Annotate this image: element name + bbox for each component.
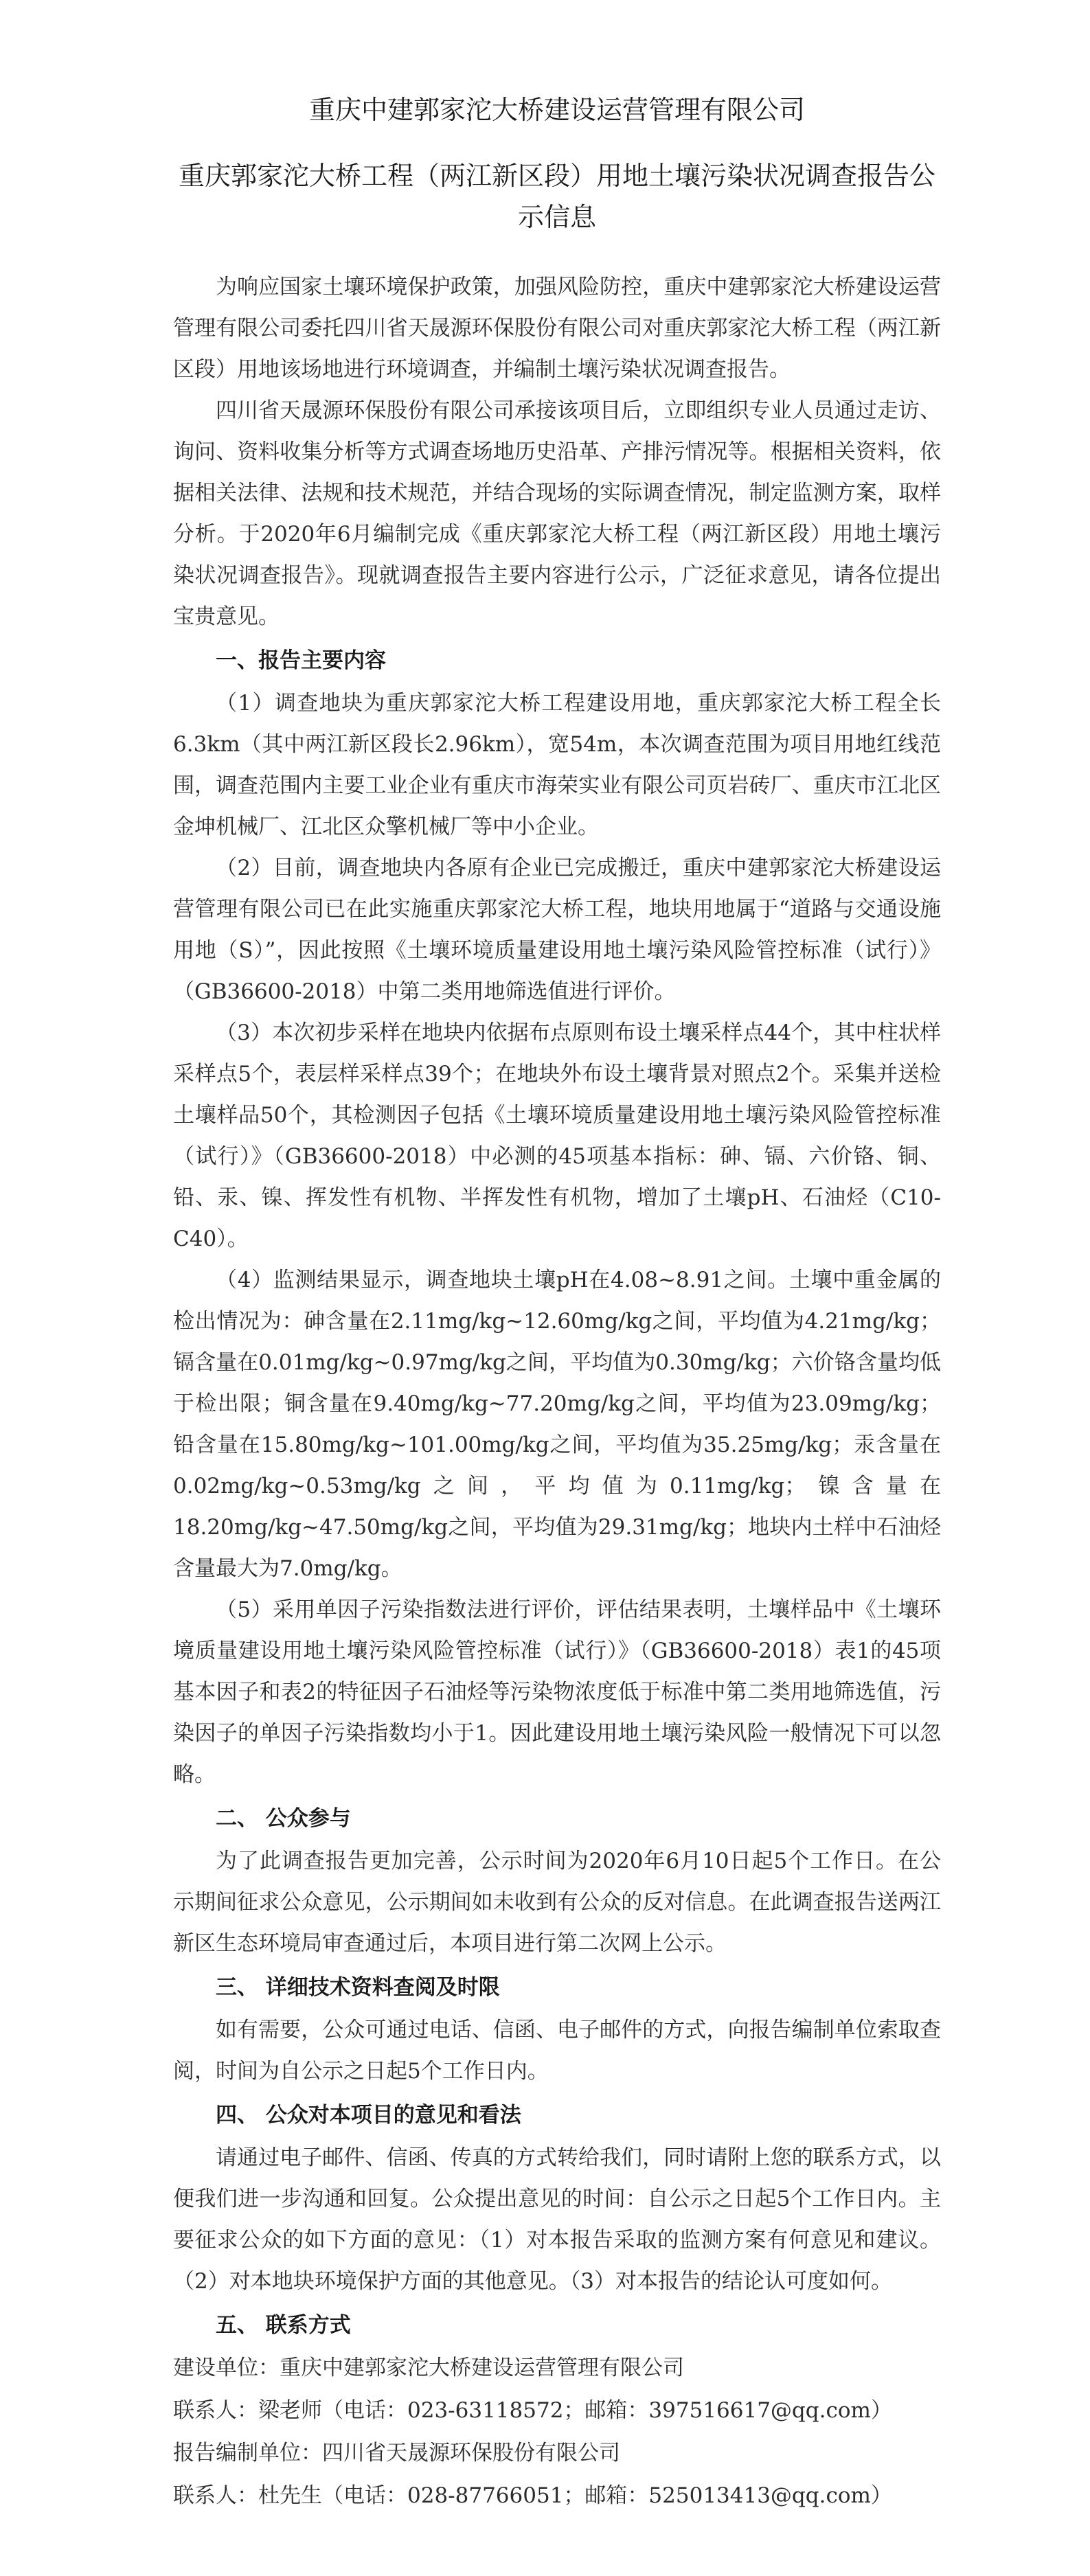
notice-document (173, 89, 941, 2518)
report-item-paragraph: （4）监测结果显示，调查地块土壤pH在4.08~8.91之间。土壤中重金属的检出情况为：砷含量在2.11mg/kg~12.60mg/kg之间，平均值为4.21mg/kg；镉含量在0.01mg/kg~0.97mg/kg之间，平均值为0.30mg/kg；六价铬含量均低于检出限；铜含量在9.40mg/kg~77.20mg/kg之间，平均值为23.09mg/kg；铅含量在15.80mg/kg~101.00mg/kg之间，平均值为35.25mg/kg；汞含量在0.02mg/kg~0.53mg/kg之间，平均值为0.11mg/kg；镍含量在18.20mg/kg~47.50mg/kg之间，平均值为29.31mg/kg；地块内土样中石油烃含量最大为7.0mg/kg。 (173, 1268, 941, 1581)
section-heading-public-participation: 二、 公众参与 (216, 1806, 351, 1831)
contact-line-construction-contact: 联系人：梁老师（电话：023-63118572；邮箱：397516617@qq.com） (173, 2398, 892, 2423)
report-item-paragraph: （1）调查地块为重庆郭家沱大桥工程建设用地，重庆郭家沱大桥工程全长6.3km（其中两江新区段长2.96km），宽54m，本次调查范围为项目用地红线范围，调查范围内主要工业企业有重庆市海荣实业有限公司页岩砖厂、重庆市江北区金坤机械厂、江北区众擎机械厂等中小企业。 (173, 691, 941, 839)
section-heading-report-content: 一、报告主要内容 (216, 648, 386, 673)
contact-line-report-contact: 联系人：杜先生（电话：028-87766051；邮箱：525013413@qq.com） (173, 2483, 892, 2508)
intro-paragraph: 四川省天晟源环保股份有限公司承接该项目后，立即组织专业人员通过走访、询问、资料收集分析等方式调查场地历史沿革、产排污情况等。根据相关资料，依据相关法律、法规和技术规范，并结合现场的实际调查情况，制定监测方案，取样分析。于2020年6月编制完成《重庆郭家沱大桥工程（两江新区段）用地土壤污染状况调查报告》。现就调查报告主要内容进行公示，广泛征求意见，请各位提出宝贵意见。 (173, 398, 941, 629)
public-participation-paragraph: 为了此调查报告更加完善，公示时间为2020年6月10日起5个工作日。在公示期间征求公众意见，公示期间如未收到有公众的反对信息。在此调查报告送两江新区生态环境局审查通过后，本项目进行第二次网上公示。 (173, 1849, 941, 1956)
report-item-paragraph: （3）本次初步采样在地块内依据布点原则布设土壤采样点44个，其中柱状样采样点5个，表层样采样点39个；在地块外布设土壤背景对照点2个。采集并送检土壤样品50个，其检测因子包括《土壤环境质量建设用地土壤污染风险管控标准（试行）》（GB36600-2018）中必测的45项基本指标：砷、镉、六价铬、铜、铅、汞、镍、挥发性有机物、半挥发性有机物，增加了土壤pH、石油烃（C10-C40）。 (173, 1021, 941, 1251)
company-title: 重庆中建郭家沱大桥建设运营管理有限公司 (308, 95, 805, 125)
report-item-paragraph: （2）目前，调查地块内各原有企业已完成搬迁，重庆中建郭家沱大桥建设运营管理有限公司已在此实施重庆郭家沱大桥工程，地块用地属于“道路与交通设施用地（S）”，因此按照《土壤环境质量建设用地土壤污染风险管控标准（试行）》（GB36600-2018）中第二类用地筛选值进行评价。 (173, 856, 941, 1004)
intro-paragraph: 为响应国家土壤环境保护政策，加强风险防控，重庆中建郭家沱大桥建设运营管理有限公司委托四川省天晟源环保股份有限公司对重庆郭家沱大桥工程（两江新区段）用地该场地进行环境调查，并编制土壤污染状况调查报告。 (173, 275, 941, 382)
public-opinions-paragraph: 请通过电子邮件、信函、传真的方式转给我们，同时请附上您的联系方式，以便我们进一步沟通和回复。公众提出意见的时间：自公示之日起5个工作日内。主要征求公众的如下方面的意见：（1）对本报告采取的监测方案有何意见和建议。（2）对本地块环境保护方面的其他意见。（3）对本报告的结论认可度如何。 (173, 2145, 941, 2294)
technical-materials-paragraph: 如有需要，公众可通过电话、信函、电子邮件的方式，向报告编制单位索取查阅，时间为自公示之日起5个工作日内。 (173, 2018, 941, 2084)
section-heading-technical-materials: 三、 详细技术资料查阅及时限 (216, 1975, 500, 2000)
section-heading-contact: 五、 联系方式 (216, 2313, 351, 2338)
contact-line-construction-unit: 建设单位：重庆中建郭家沱大桥建设运营管理有限公司 (173, 2356, 684, 2380)
section-heading-public-opinions: 四、 公众对本项目的意见和看法 (216, 2103, 521, 2128)
report-item-paragraph: （5）采用单因子污染指数法进行评价，评估结果表明，土壤样品中《土壤环境质量建设用地土壤污染风险管控标准（试行）》（GB36600-2018）表1的45项基本因子和表2的特征因子石油烃等污染物浓度低于标准中第二类用地筛选值，污染因子的单因子污染指数均小于1。因此建设用地土壤污染风险一般情况下可以忽略。 (173, 1597, 941, 1787)
contact-line-report-unit: 报告编制单位：四川省天晟源环保股份有限公司 (173, 2441, 620, 2465)
document-title: 重庆郭家沱大桥工程（两江新区段）用地土壤污染状况调查报告公示信息 (178, 161, 935, 232)
